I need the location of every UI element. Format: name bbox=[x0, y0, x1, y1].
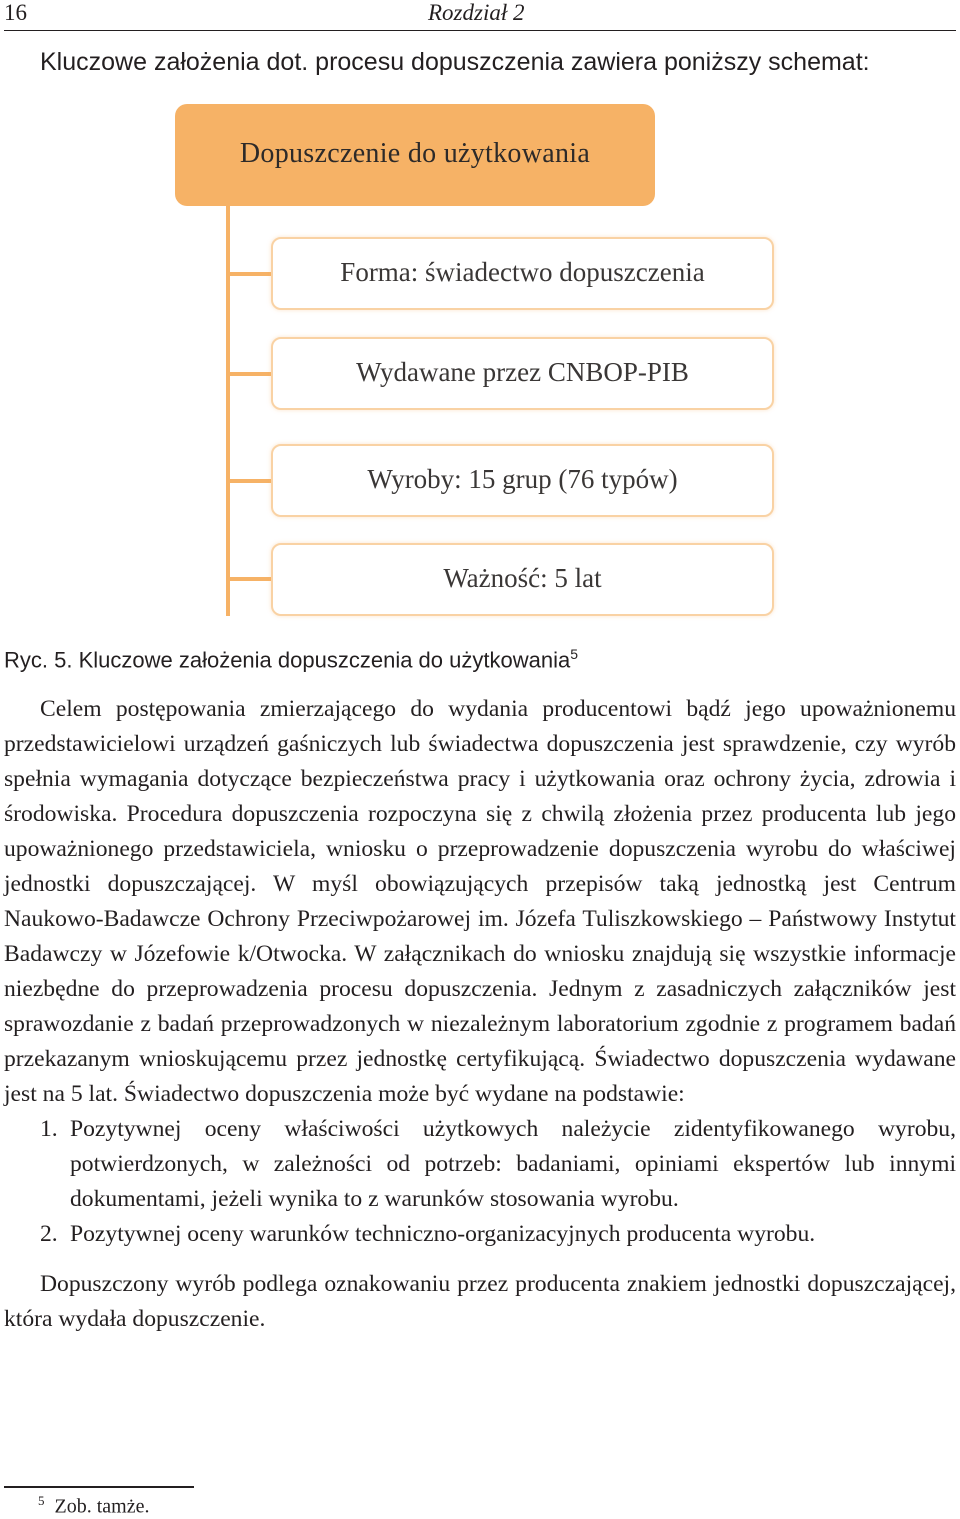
list-item-number: 1. bbox=[40, 1116, 58, 1142]
diagram-item-box bbox=[271, 337, 774, 410]
intro-text: Kluczowe założenia dot. procesu dopuszczenia zawiera poniższy schemat: bbox=[40, 48, 870, 76]
diagram-connector-branch bbox=[226, 372, 272, 376]
diagram-connector-branch bbox=[226, 272, 272, 276]
paragraph: Celem postępowania zmierzającego do wydania producentowi bądź jego upoważnionemu przedstawicielowi urządzeń gaśniczych lub świadectwa dopuszczenia jest sprawdzenie, czy wyrób spełnia wymagania dotyczące bezpieczeństwa pracy i użytkowania oraz ochrony życia, zdrowia i środowiska. Procedura dopuszczenia rozpoczyna się z chwilą złożenia przez producenta lub jego upoważnionego przedstawiciela, wniosku o przeprowadzenie dopuszczenia wyrobu do właściwej jednostki dopuszczającej. W myśl obowiązujących przepisów taką jednostką jest Centrum Naukowo-Badawcze Ochrony Przeciwpożarowej im. Józefa Tuliszkowskiego – Państwowy Instytut Badawczy w Józefowie k/Otwocka. W załącznikach do wniosku znajdują się wszystkie informacje niezbędne do przeprowadzenia procesu dopuszczenia. Jednym z zasadniczych załączników jest sprawozdanie z badań przeprowadzonych w niezależnym laboratorium zgodnie z programem badań przekazanym wnioskującemu przez jednostkę certyfikującą. Świadectwo dopuszczenia wydawane jest na 5 lat. Świadectwo dopuszczenia może być wydane na podstawie: bbox=[4, 696, 956, 1107]
running-head: Rozdział 2 bbox=[428, 0, 525, 25]
footnote-divider bbox=[4, 1486, 194, 1488]
footnote-ref: 5 bbox=[570, 646, 578, 662]
list-item-number: 2. bbox=[40, 1221, 58, 1247]
diagram-root-label: Dopuszczenie do użytkowania bbox=[239, 138, 591, 169]
diagram-connector-branch bbox=[226, 479, 272, 483]
paragraph: Dopuszczony wyrób podlega oznakowaniu przez producenta znakiem jednostki dopuszczającej, która wydała dopuszczenie. bbox=[4, 1271, 956, 1332]
footnote-text: Zob. tamże. bbox=[54, 1495, 150, 1518]
footnote-number: 5 bbox=[38, 1493, 45, 1508]
list-item-text: Pozytywnej oceny właściwości użytkowych należycie zidentyfikowanego wyrobu, potwierdzonych, w zależności od potrzeb: badaniami, opiniami ekspertów lub innymi dokumentami, jeżeli wynika to z warunków stosowania wyrobu. bbox=[70, 1116, 956, 1212]
diagram-item-box bbox=[271, 237, 774, 310]
footnote bbox=[38, 1493, 149, 1519]
diagram-item-label: Forma: świadectwo dopuszczenia bbox=[340, 257, 705, 287]
diagram-root-box bbox=[175, 104, 655, 206]
diagram-item-label: Ważność: 5 lat bbox=[443, 563, 602, 593]
diagram-item-box bbox=[271, 543, 774, 616]
numbered-list bbox=[4, 1112, 956, 1252]
list-item-text: Pozytywnej oceny warunków techniczno-organizacyjnych producenta wyrobu. bbox=[70, 1221, 816, 1247]
diagram-connector-branch bbox=[226, 577, 272, 581]
diagram-connector-vertical bbox=[226, 206, 230, 616]
diagram-item-label: Wyroby: 15 grup (76 typów) bbox=[367, 464, 678, 494]
diagram-item-label: Wydawane przez CNBOP-PIB bbox=[356, 357, 689, 387]
body-text bbox=[4, 692, 956, 1337]
list-item bbox=[4, 1112, 956, 1217]
figure-caption bbox=[4, 646, 578, 673]
page-number: 16 bbox=[4, 0, 27, 25]
caption-text: Ryc. 5. Kluczowe założenia dopuszczenia do użytkowania bbox=[4, 647, 571, 673]
diagram bbox=[0, 0, 960, 640]
diagram-item-box bbox=[271, 444, 774, 517]
list-item bbox=[4, 1217, 956, 1252]
